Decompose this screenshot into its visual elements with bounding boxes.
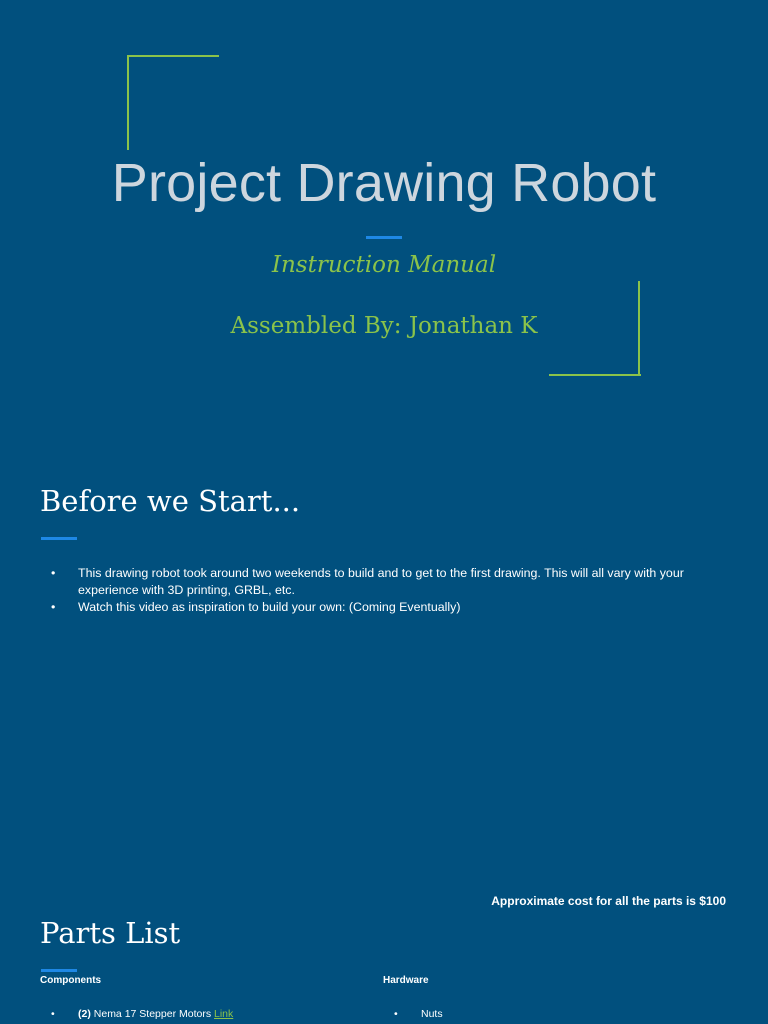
- list-item: • Watch this video as inspiration to build your own: (Coming Eventually): [40, 599, 720, 616]
- title-slide: [0, 0, 768, 432]
- components-list: [40, 1006, 233, 1023]
- corner-bracket-top-left-vertical: [127, 55, 129, 150]
- intro-heading: Before we Start...: [40, 484, 301, 518]
- corner-bracket-bottom-right: [549, 374, 641, 376]
- hardware-list: [383, 1006, 443, 1023]
- list-item: [40, 1006, 233, 1023]
- intro-slide: [0, 432, 768, 864]
- author-line: Assembled By: Jonathan K: [230, 313, 538, 339]
- parts-accent-line: [41, 969, 77, 972]
- hardware-heading: Hardware: [383, 975, 429, 986]
- corner-bracket-bottom-right-vertical: [638, 281, 640, 376]
- subtitle: Instruction Manual: [271, 252, 497, 278]
- item-name: Nuts: [421, 1008, 443, 1020]
- part-link[interactable]: Link: [214, 1008, 234, 1020]
- intro-bullet-list: [40, 565, 720, 616]
- page-title: Project Drawing Robot: [111, 153, 657, 213]
- parts-slide: [0, 864, 768, 1024]
- title-accent-line: [366, 236, 402, 239]
- list-item: • This drawing robot took around two weekends to build and to get to the first drawing. This will all vary with your experience with 3D printing, GRBL, etc.: [40, 565, 720, 599]
- item-quantity: (2): [78, 1008, 91, 1020]
- cost-note: Approximate cost for all the parts is $100: [491, 894, 726, 908]
- intro-accent-line: [41, 537, 77, 540]
- item-name: Nema 17 Stepper Motors: [93, 1008, 212, 1020]
- list-item: [383, 1006, 443, 1023]
- corner-bracket-top-left: [127, 55, 219, 57]
- components-heading: Components: [40, 975, 102, 986]
- parts-heading: Parts List: [40, 916, 181, 950]
